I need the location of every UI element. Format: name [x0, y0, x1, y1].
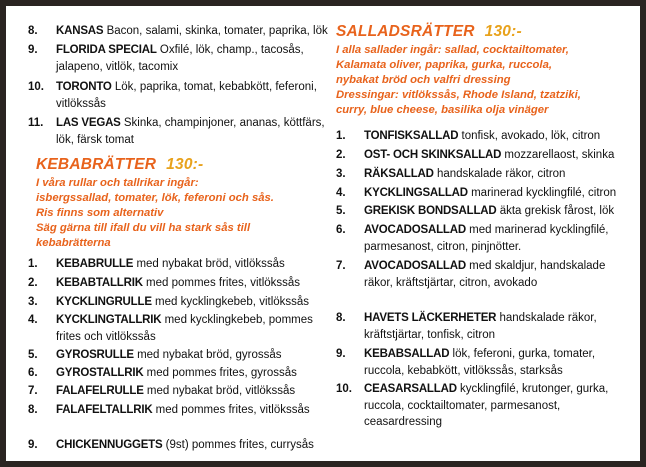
- note-line: isbergssallad, tomater, lök, feferoni och sås.: [36, 192, 274, 204]
- item-number: 8.: [28, 404, 38, 416]
- dressing-line: [336, 88, 636, 103]
- item-description: marinerad kycklingfilé, citron: [471, 187, 617, 199]
- item-name: GREKISK BONDSALLAD: [364, 205, 497, 217]
- item-name: FALAFELRULLE: [56, 385, 144, 397]
- salad-notes: [336, 43, 636, 118]
- item-name: AVOCADOSALLAD: [364, 260, 466, 272]
- item-name: FLORIDA SPECIAL: [56, 44, 157, 56]
- item-number: 3.: [336, 168, 346, 180]
- item-name: FALAFELTALLRIK: [56, 404, 153, 416]
- section-title: KEBABRÄTTER: [36, 156, 157, 173]
- pizza-item: [28, 115, 328, 148]
- item-name: KEBABSALLAD: [364, 348, 450, 360]
- kebab-item: [28, 275, 328, 292]
- salad-item: [336, 203, 636, 220]
- item-number: 5.: [28, 349, 38, 361]
- item-number: 1.: [336, 130, 346, 142]
- item-number: 5.: [336, 205, 346, 217]
- salad-item: [336, 166, 636, 183]
- item-number: 8.: [336, 312, 346, 324]
- item-description: handskalade räkor, kräftstjärtar, tonfisk, citron: [364, 312, 597, 341]
- item-number: 1.: [28, 258, 38, 270]
- item-number: 9.: [28, 44, 38, 56]
- item-description: lök, feferoni, gurka, tomater, ruccola, kebabkött, vitlökssås, starksås: [364, 348, 596, 377]
- pizza-item: [28, 42, 328, 75]
- salad-item: [336, 147, 636, 164]
- item-name: KYCKLINGRULLE: [56, 296, 152, 308]
- item-name: HAVETS LÄCKERHETER: [364, 312, 497, 324]
- salad-heading: [336, 23, 522, 41]
- item-name: TORONTO: [56, 81, 112, 93]
- note-line: curry, blue cheese, basilika olja vinäger: [336, 104, 549, 116]
- item-name: GYROSRULLE: [56, 349, 134, 361]
- item-description: med pommes frites, vitlökssås: [155, 404, 310, 416]
- salad-item: [336, 381, 636, 431]
- salad-item: [336, 185, 636, 202]
- item-name: KYCKLINGSALLAD: [364, 187, 468, 199]
- salad-item: [336, 346, 636, 379]
- item-description: kycklingfilé, krutonger, gurka, ruccola, cocktailtomater, parmesanost, ceasardressing: [364, 383, 609, 428]
- item-number: 10.: [28, 81, 44, 93]
- pizza-item: [28, 23, 328, 40]
- item-name: LAS VEGAS: [56, 117, 121, 129]
- item-number: 7.: [28, 385, 38, 397]
- dressing-options: vitlökssås, Rhode Island, tzatziki,: [401, 89, 581, 101]
- item-description: med nybakat bröd, gyrossås: [137, 349, 282, 361]
- item-number: 4.: [336, 187, 346, 199]
- item-number: 4.: [28, 314, 38, 326]
- item-description: Lök, paprika, tomat, kebabkött, feferoni, vitlökssås: [56, 81, 317, 110]
- section-title: SALLADSRÄTTER: [336, 23, 475, 40]
- item-number: 11.: [28, 117, 44, 129]
- kebab-item: [28, 383, 328, 400]
- item-description: mozzarellaost, skinka: [504, 149, 615, 161]
- note-line: kebabrätterna: [36, 237, 111, 249]
- item-description: med nybakat bröd, vitlökssås: [146, 385, 296, 397]
- pizza-item: [28, 79, 328, 112]
- section-price: 130:-: [166, 156, 204, 173]
- item-description: (9st) pommes frites, currysås: [165, 439, 314, 451]
- item-name: CEASARSALLAD: [364, 383, 457, 395]
- section-price: 130:-: [484, 23, 522, 40]
- kebab-item: [28, 312, 328, 345]
- item-number: 2.: [28, 277, 38, 289]
- item-name: KEBABTALLRIK: [56, 277, 143, 289]
- note-line: I alla sallader ingår: sallad, cocktailtomater,: [336, 44, 569, 56]
- kebab-item: [28, 365, 328, 382]
- item-number: 6.: [336, 224, 346, 236]
- item-description: handskalade räkor, citron: [436, 168, 566, 180]
- note-line: nybakat bröd och valfri dressing: [336, 74, 511, 86]
- item-name: AVOCADOSALLAD: [364, 224, 466, 236]
- item-name: KANSAS: [56, 25, 104, 37]
- item-description: Oxfilé, lök, champ., tacosås, jalapeno, vitlök, tacomix: [56, 44, 304, 73]
- kebab-item: [28, 294, 328, 311]
- item-number: 7.: [336, 260, 346, 272]
- salad-item: [336, 258, 636, 291]
- dressing-label: Dressingar:: [336, 89, 399, 101]
- salad-item: [336, 222, 636, 255]
- item-description: med skaldjur, handskalade räkor, kräftstjärtar, citron, avokado: [364, 260, 606, 289]
- item-description: med kycklingkebeb, vitlökssås: [155, 296, 310, 308]
- item-name: TONFISKSALLAD: [364, 130, 459, 142]
- item-name: KEBABRULLE: [56, 258, 134, 270]
- kebab-notes: [36, 176, 336, 251]
- item-number: 6.: [28, 367, 38, 379]
- kebab-item: [28, 437, 328, 454]
- item-description: med pommes frites, gyrossås: [146, 367, 297, 379]
- item-name: CHICKENNUGGETS: [56, 439, 163, 451]
- item-description: tonfisk, avokado, lök, citron: [461, 130, 601, 142]
- item-number: 9.: [28, 439, 38, 451]
- note-line: I våra rullar och tallrikar ingår:: [36, 177, 199, 189]
- item-name: OST- OCH SKINKSALLAD: [364, 149, 502, 161]
- item-number: 9.: [336, 348, 346, 360]
- note-line: Kalamata oliver, paprika, gurka, ruccola,: [336, 59, 552, 71]
- note-line: Ris finns som alternativ: [36, 207, 164, 219]
- item-name: RÄKSALLAD: [364, 168, 434, 180]
- item-number: 10.: [336, 383, 352, 395]
- item-description: Skinka, champinjoner, ananas, köttfärs, lök, färsk tomat: [56, 117, 325, 146]
- item-description: med marinerad kycklingfilé, parmesanost, citron, pinjnötter.: [364, 224, 609, 253]
- item-description: Bacon, salami, skinka, tomater, paprika, lök: [106, 25, 328, 37]
- item-description: med pommes frites, vitlökssås: [146, 277, 301, 289]
- kebab-heading: [36, 156, 203, 174]
- item-number: 3.: [28, 296, 38, 308]
- kebab-item: [28, 402, 328, 419]
- item-name: GYROSTALLRIK: [56, 367, 144, 379]
- salad-item: [336, 310, 636, 343]
- item-description: äkta grekisk fårost, lök: [499, 205, 615, 217]
- item-description: med kycklingkebeb, pommes frites och vitlökssås: [56, 314, 313, 343]
- note-line: Säg gärna till ifall du vill ha stark sås till: [36, 222, 251, 234]
- item-description: med nybakat bröd, vitlökssås: [136, 258, 285, 270]
- salad-item: [336, 128, 636, 145]
- item-number: 8.: [28, 25, 38, 37]
- item-name: KYCKLINGTALLRIK: [56, 314, 162, 326]
- kebab-item: [28, 347, 328, 364]
- item-number: 2.: [336, 149, 346, 161]
- kebab-item: [28, 256, 328, 273]
